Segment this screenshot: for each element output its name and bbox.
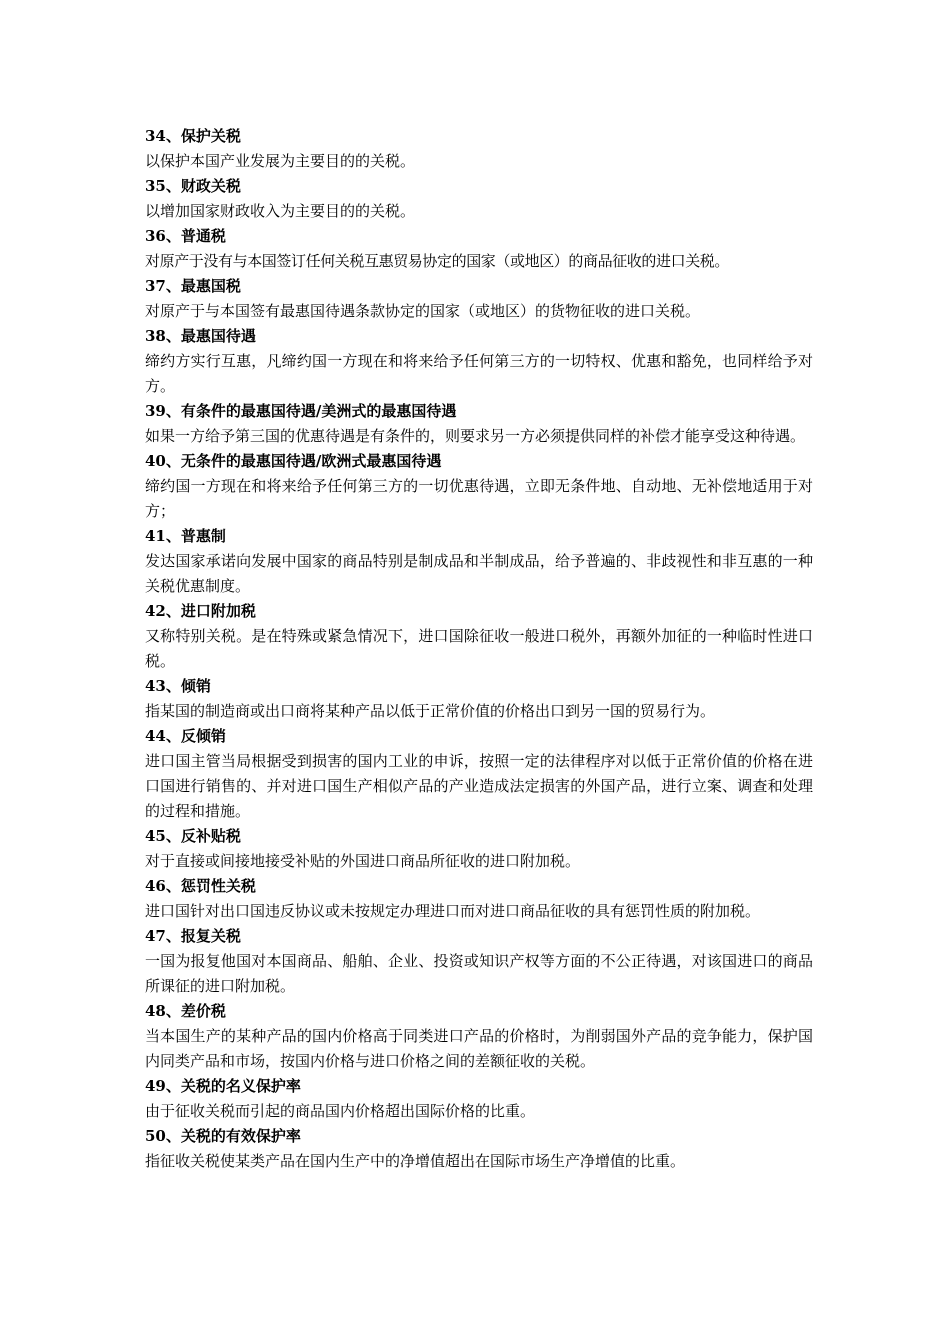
entry-47 [145, 924, 813, 999]
entry-definition: 缔约国一方现在和将来给予任何第三方的一切优惠待遇，立即无条件地、自动地、无补偿地适用于对方； [145, 477, 813, 520]
entry-definition: 发达国家承诺向发展中国家的商品特别是制成品和半制成品，给予普遍的、非歧视性和非互惠的一种关税优惠制度。 [145, 552, 813, 595]
entry-48 [145, 999, 813, 1074]
entry-definition: 又称特别关税。是在特殊或紧急情况下，进口国除征收一般进口税外，再额外加征的一种临时性进口税。 [145, 627, 813, 670]
entry-title: 35、财政关税 [145, 177, 241, 195]
entry-title: 48、差价税 [145, 1002, 226, 1020]
entry-title: 37、最惠国税 [145, 277, 241, 295]
entry-definition: 以增加国家财政收入为主要目的的关税。 [145, 202, 416, 220]
entry-title: 45、反补贴税 [145, 827, 241, 845]
entry-49 [145, 1074, 813, 1124]
entry-50 [145, 1124, 813, 1174]
entry-43 [145, 674, 813, 724]
entry-definition: 以保护本国产业发展为主要目的的关税。 [145, 152, 416, 170]
entry-title: 44、反倾销 [145, 727, 226, 745]
entry-title: 40、无条件的最惠国待遇/欧洲式最惠国待遇 [145, 452, 442, 470]
entry-42 [145, 599, 813, 674]
document-page [145, 124, 813, 1174]
entry-title: 34、保护关税 [145, 127, 241, 145]
entry-title: 36、普通税 [145, 227, 226, 245]
entry-36 [145, 224, 813, 274]
entry-45 [145, 824, 813, 874]
entry-38 [145, 324, 813, 399]
entry-definition: 进口国针对出口国违反协议或未按规定办理进口而对进口商品征收的具有惩罚性质的附加税。 [145, 902, 761, 920]
entry-title: 41、普惠制 [145, 527, 226, 545]
entry-definition: 对原产于与本国签有最惠国待遇条款协定的国家（或地区）的货物征收的进口关税。 [145, 302, 701, 320]
entry-title: 47、报复关税 [145, 927, 241, 945]
entry-definition: 进口国主管当局根据受到损害的国内工业的申诉，按照一定的法律程序对以低于正常价值的价格在进口国进行销售的、并对进口国生产相似产品的产业造成法定损害的外国产品，进行立案、调查和处理的过程和措施。 [145, 752, 813, 820]
entry-title: 46、惩罚性关税 [145, 877, 256, 895]
entry-definition: 指征收关税使某类产品在国内生产中的净增值超出在国际市场生产净增值的比重。 [145, 1152, 686, 1170]
entry-definition: 对原产于没有与本国签订任何关税互惠贸易协定的国家（或地区）的商品征收的进口关税。 [145, 252, 730, 270]
entry-definition: 一国为报复他国对本国商品、船舶、企业、投资或知识产权等方面的不公正待遇，对该国进口的商品所课征的进口附加税。 [145, 952, 813, 995]
entry-35 [145, 174, 813, 224]
entry-34 [145, 124, 813, 174]
entry-title: 39、有条件的最惠国待遇/美洲式的最惠国待遇 [145, 402, 457, 420]
entry-title: 38、最惠国待遇 [145, 327, 256, 345]
entry-46 [145, 874, 813, 924]
entry-41 [145, 524, 813, 599]
entry-definition: 对于直接或间接地接受补贴的外国进口商品所征收的进口附加税。 [145, 852, 581, 870]
entry-39 [145, 399, 813, 449]
entry-title: 43、倾销 [145, 677, 211, 695]
entry-44 [145, 724, 813, 824]
entry-title: 50、关税的有效保护率 [145, 1127, 301, 1145]
entry-definition: 由于征收关税而引起的商品国内价格超出国际价格的比重。 [145, 1102, 536, 1120]
entry-definition: 如果一方给予第三国的优惠待遇是有条件的，则要求另一方必须提供同样的补偿才能享受这种待遇。 [145, 427, 806, 445]
entry-definition: 缔约方实行互惠，凡缔约国一方现在和将来给予任何第三方的一切特权、优惠和豁免，也同样给予对方。 [145, 352, 813, 395]
entry-title: 42、进口附加税 [145, 602, 256, 620]
entry-37 [145, 274, 813, 324]
entry-title: 49、关税的名义保护率 [145, 1077, 301, 1095]
entry-40 [145, 449, 813, 524]
entry-definition: 当本国生产的某种产品的国内价格高于同类进口产品的价格时，为削弱国外产品的竞争能力，保护国内同类产品和市场，按国内价格与进口价格之间的差额征收的关税。 [145, 1027, 813, 1070]
entry-definition: 指某国的制造商或出口商将某种产品以低于正常价值的价格出口到另一国的贸易行为。 [145, 702, 716, 720]
